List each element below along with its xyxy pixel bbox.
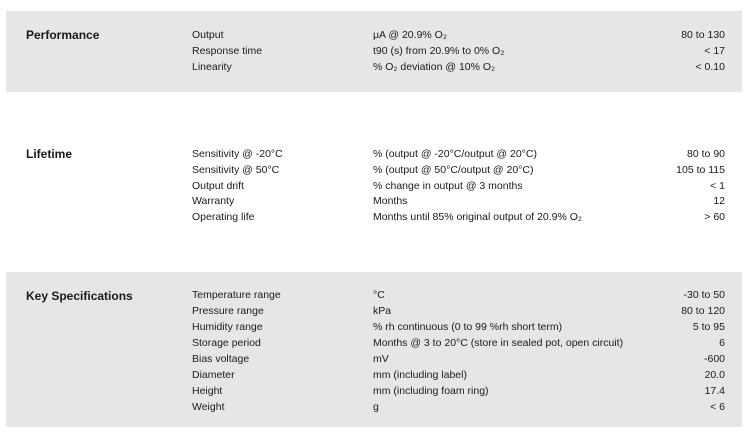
parameter-value: < 1 [710, 180, 725, 192]
parameter-unit: % (output @ 50°C/output @ 20°C) [373, 164, 534, 176]
parameter-unit: Months @ 3 to 20°C (store in sealed pot, open circuit) [373, 337, 624, 349]
parameter-name: Warranty [192, 195, 235, 207]
parameter-unit: mV [373, 353, 389, 365]
table-row [6, 319, 742, 335]
parameter-value: < 6 [710, 401, 725, 413]
section-lifetime [6, 136, 742, 236]
parameter-unit: % (output @ -20°C/output @ 20°C) [373, 148, 537, 160]
parameter-name: Output [192, 29, 224, 41]
parameter-unit: t90 (s) from 20.9% to 0% O₂ [373, 45, 505, 57]
section-key-specifications [6, 272, 742, 427]
parameter-name: Humidity range [192, 321, 263, 333]
section-title: Performance [26, 28, 100, 42]
parameter-name: Sensitivity @ 50°C [192, 164, 280, 176]
parameter-unit: Months until 85% original output of 20.9% O₂ [373, 211, 582, 223]
parameter-value: < 17 [704, 45, 725, 57]
parameter-value: 20.0 [704, 369, 725, 381]
parameter-value: 6 [719, 337, 725, 349]
table-row [6, 209, 742, 225]
table-row [6, 351, 742, 367]
table-row [6, 399, 742, 415]
parameter-unit: mm (including label) [373, 369, 467, 381]
table-row [6, 59, 742, 75]
parameter-unit: mm (including foam ring) [373, 385, 489, 397]
parameter-name: Response time [192, 45, 263, 57]
parameter-unit: % rh continuous (0 to 99 %rh short term) [373, 321, 563, 333]
parameter-unit: % change in output @ 3 months [373, 180, 523, 192]
parameter-name: Linearity [192, 61, 232, 73]
parameter-value: 12 [713, 195, 725, 207]
table-row [6, 287, 742, 303]
table-row [6, 193, 742, 209]
parameter-value: 105 to 115 [676, 164, 725, 176]
parameter-value: 80 to 120 [681, 305, 725, 317]
parameter-name: Weight [192, 401, 225, 413]
table-row [6, 146, 742, 162]
parameter-name: Height [192, 385, 223, 397]
parameter-value: 80 to 90 [687, 148, 725, 160]
parameter-unit: kPa [373, 305, 392, 317]
parameter-name: Sensitivity @ -20°C [192, 148, 283, 160]
parameter-name: Operating life [192, 211, 255, 223]
section-performance [6, 11, 742, 92]
parameter-value: > 60 [704, 211, 725, 223]
table-row [6, 27, 742, 43]
table-row [6, 367, 742, 383]
parameter-value: 5 to 95 [692, 321, 725, 333]
parameter-unit: μA @ 20.9% O₂ [373, 29, 447, 41]
parameter-unit: °C [373, 289, 385, 301]
parameter-name: Storage period [192, 337, 261, 349]
parameter-value: 17.4 [704, 385, 725, 397]
table-row [6, 178, 742, 194]
parameter-name: Temperature range [192, 289, 281, 301]
parameter-value: < 0.10 [695, 61, 725, 73]
parameter-name: Pressure range [192, 305, 264, 317]
parameter-name: Diameter [192, 369, 235, 381]
parameter-value: -30 to 50 [683, 289, 725, 301]
section-title: Lifetime [26, 147, 73, 161]
parameter-unit: Months [373, 195, 408, 207]
parameter-unit: g [373, 401, 379, 413]
parameter-name: Output drift [192, 180, 244, 192]
section-title: Key Specifications [26, 289, 133, 303]
parameter-name: Bias voltage [192, 353, 250, 365]
parameter-value: -600 [703, 353, 725, 365]
table-row [6, 162, 742, 178]
table-row [6, 303, 742, 319]
parameter-unit: % O₂ deviation @ 10% O₂ [373, 61, 496, 73]
table-row [6, 43, 742, 59]
parameter-value: 80 to 130 [681, 29, 725, 41]
table-row [6, 335, 742, 351]
table-row [6, 383, 742, 399]
